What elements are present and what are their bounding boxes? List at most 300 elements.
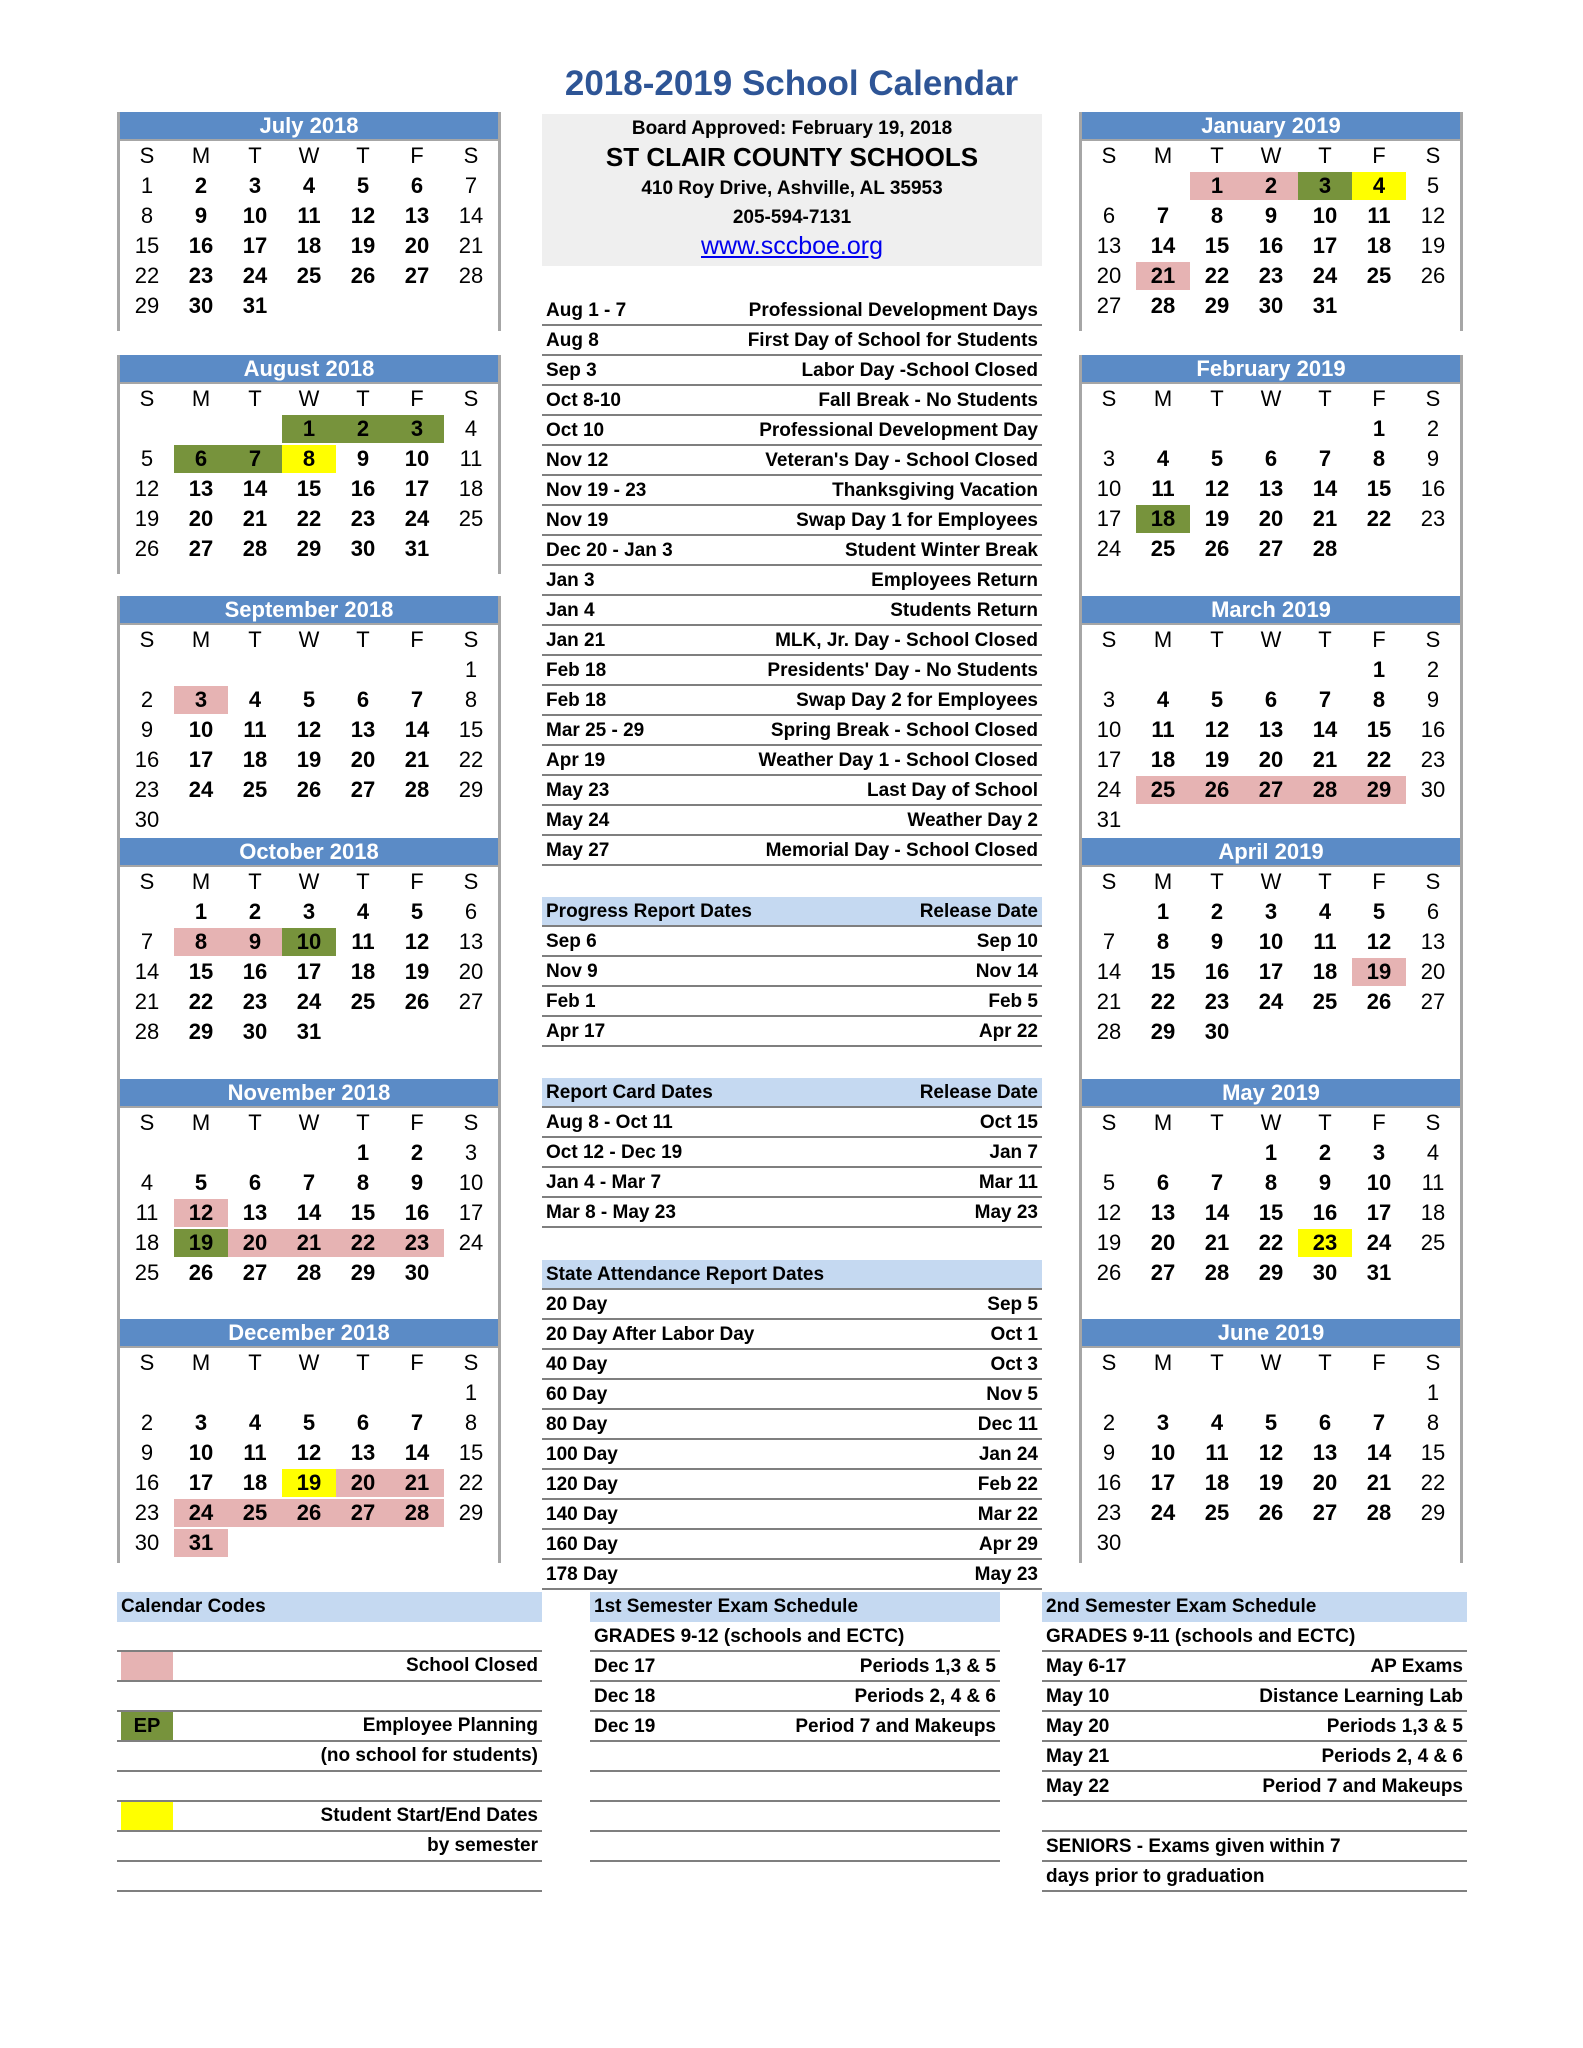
row-label: 60 Day — [546, 1384, 608, 1405]
week-row — [1082, 474, 1460, 504]
calendar-day: 23 — [134, 1500, 160, 1525]
empty-cell — [174, 1379, 228, 1407]
calendar-day: 20 — [1096, 263, 1122, 288]
calendar-day: 17 — [296, 959, 322, 984]
calendar-day: 12 — [1366, 929, 1392, 954]
week-row — [1082, 1378, 1460, 1408]
day-of-week-label: S — [1425, 627, 1441, 652]
day-of-week-row — [120, 625, 498, 655]
calendar-day: 1 — [194, 899, 208, 924]
report-card-row — [542, 1108, 1042, 1138]
empty-cell — [1190, 1529, 1244, 1557]
day-of-week-row — [120, 1108, 498, 1138]
month-title: January 2019 — [1082, 112, 1460, 141]
row-value: AP Exams — [1370, 1656, 1463, 1677]
week-row — [120, 1228, 498, 1258]
calendar-day: 9 — [1426, 446, 1440, 471]
calendar-day: 30 — [1204, 1019, 1230, 1044]
event-row — [542, 596, 1042, 626]
calendar-day: 11 — [459, 446, 483, 471]
attendance-table — [542, 1260, 1042, 1590]
row-label: Jan 4 — [546, 600, 595, 621]
empty-cell — [1190, 656, 1244, 684]
event-row — [542, 356, 1042, 386]
row-label: Oct 12 - Dec 19 — [546, 1142, 683, 1163]
code-start-end: Student Start/End Dates — [117, 1802, 542, 1832]
calendar-day: 28 — [1150, 293, 1176, 318]
week-row — [120, 775, 498, 805]
calendar-day: 8 — [174, 928, 228, 956]
calendar-day: 21 — [404, 747, 430, 772]
calendar-day: 28 — [1096, 1019, 1122, 1044]
month-may-2019 — [1079, 1079, 1463, 1321]
calendar-day: 26 — [134, 536, 160, 561]
calendar-day: 25 — [1204, 1500, 1230, 1525]
day-of-week-label: T — [248, 1110, 262, 1135]
page-title: 2018-2019 School Calendar — [564, 64, 1019, 103]
event-row — [542, 386, 1042, 416]
attendance-row — [542, 1500, 1042, 1530]
month-title: February 2019 — [1082, 355, 1460, 384]
month-july-2018 — [117, 112, 501, 331]
day-of-week-label: W — [1260, 386, 1282, 411]
row-label: 178 Day — [546, 1564, 618, 1585]
calendar-day: 2 — [1426, 657, 1440, 682]
calendar-day: 24 — [1258, 989, 1284, 1014]
day-of-week-label: M — [191, 143, 211, 168]
calendar-day: 24 — [188, 777, 214, 802]
day-of-week-label: W — [1260, 627, 1282, 652]
empty-cell — [444, 1529, 498, 1557]
calendar-day: 12 — [1096, 1200, 1122, 1225]
empty-cell — [336, 1529, 390, 1557]
week-row — [120, 444, 498, 474]
day-of-week-label: M — [1153, 143, 1173, 168]
sem1-row — [590, 1712, 1000, 1742]
calendar-day: 15 — [1150, 959, 1176, 984]
calendar-day: 24 — [242, 263, 268, 288]
event-row — [542, 686, 1042, 716]
attendance-header: State Attendance Report Dates — [542, 1260, 1042, 1290]
empty-cell — [336, 1018, 390, 1046]
empty-cell — [1298, 656, 1352, 684]
calendar-day: 14 — [404, 1440, 430, 1465]
calendar-day: 27 — [336, 1499, 390, 1527]
calendar-day: 12 — [296, 717, 322, 742]
row-label: Dec 17 — [594, 1656, 656, 1677]
week-row — [1082, 1138, 1460, 1168]
calendar-day: 31 — [1312, 293, 1338, 318]
month-april-2019 — [1079, 838, 1463, 1080]
event-row — [542, 326, 1042, 356]
row-label: Nov 19 - 23 — [546, 480, 647, 501]
week-row — [120, 1498, 498, 1528]
calendar-day: 22 — [1420, 1470, 1446, 1495]
calendar-day: 15 — [188, 959, 214, 984]
day-of-week-row — [120, 384, 498, 414]
calendar-day: 10 — [188, 1440, 214, 1465]
day-of-week-label: S — [1425, 1350, 1441, 1375]
row-value: Oct 15 — [979, 1112, 1038, 1133]
calendar-day: 18 — [458, 476, 484, 501]
calendar-day: 11 — [351, 929, 375, 954]
calendar-day: 16 — [1096, 1470, 1122, 1495]
event-row — [542, 446, 1042, 476]
week-row — [120, 805, 498, 835]
calendar-day: 9 — [1318, 1170, 1332, 1195]
calendar-day: 18 — [1204, 1470, 1230, 1495]
row-value: Weather Day 1 - School Closed — [758, 750, 1038, 771]
calendar-day: 29 — [1258, 1260, 1284, 1285]
day-of-week-row — [1082, 625, 1460, 655]
progress-header: Progress Report Dates Release Date — [542, 897, 1042, 927]
day-of-week-label: S — [463, 1350, 479, 1375]
day-of-week-label: M — [1153, 627, 1173, 652]
day-of-week-label: M — [191, 869, 211, 894]
sem2-row — [1042, 1712, 1467, 1742]
calendar-day: 27 — [188, 536, 214, 561]
calendar-day: 2 — [248, 899, 262, 924]
day-of-week-label: F — [1372, 386, 1386, 411]
day-of-week-label: T — [248, 1350, 262, 1375]
row-value: May 23 — [974, 1564, 1038, 1585]
day-of-week-label: S — [463, 627, 479, 652]
row-value: Fall Break - No Students — [818, 390, 1038, 411]
day-of-week-label: S — [1101, 869, 1117, 894]
calendar-day: 21 — [1312, 747, 1338, 772]
week-row — [1082, 1258, 1460, 1288]
empty-cell — [1352, 535, 1406, 563]
calendar-day: 26 — [296, 777, 322, 802]
event-row — [542, 476, 1042, 506]
calendar-day: 16 — [404, 1200, 430, 1225]
empty-cell — [282, 292, 336, 320]
row-value: Dec 11 — [977, 1414, 1038, 1435]
calendar-day: 24 — [174, 1499, 228, 1527]
calendar-day: 17 — [242, 233, 268, 258]
calendar-day: 13 — [404, 203, 430, 228]
calendar-day: 27 — [242, 1260, 268, 1285]
calendar-day: 13 — [1258, 476, 1284, 501]
week-row — [120, 261, 498, 291]
month-october-2018 — [117, 838, 501, 1080]
empty-cell — [444, 1018, 498, 1046]
calendar-day: 4 — [302, 173, 316, 198]
empty-cell — [1352, 1018, 1406, 1046]
day-of-week-row — [120, 1348, 498, 1378]
day-of-week-label: S — [139, 1110, 155, 1135]
day-of-week-label: S — [1101, 143, 1117, 168]
progress-row — [542, 927, 1042, 957]
calendar-day: 4 — [1156, 687, 1170, 712]
row-label: Oct 8-10 — [546, 390, 621, 411]
seniors-note-1: SENIORS - Exams given within 7 — [1042, 1832, 1467, 1862]
week-row — [1082, 201, 1460, 231]
row-value: First Day of School for Students — [747, 330, 1038, 351]
calendar-day: 19 — [1352, 958, 1406, 986]
row-value: Swap Day 2 for Employees — [796, 690, 1038, 711]
row-label: May 27 — [546, 840, 610, 861]
row-value: Oct 3 — [990, 1354, 1038, 1375]
calendar-day: 2 — [1426, 416, 1440, 441]
calendar-day: 25 — [1136, 776, 1190, 804]
calendar-day: 12 — [134, 476, 160, 501]
sem2-subheader: GRADES 9-11 (schools and ECTC) — [1042, 1622, 1467, 1652]
day-of-week-row — [1082, 867, 1460, 897]
week-row — [1082, 1468, 1460, 1498]
attendance-row — [542, 1530, 1042, 1560]
calendar-day: 15 — [1420, 1440, 1446, 1465]
row-label: Aug 8 — [546, 330, 599, 351]
calendar-day: 26 — [404, 989, 430, 1014]
sem1-header: 1st Semester Exam Schedule — [590, 1592, 1000, 1622]
month-november-2018 — [117, 1079, 501, 1321]
calendar-day: 28 — [458, 263, 484, 288]
code-employee-planning: EP Employee Planning — [117, 1712, 542, 1742]
row-label: Apr 17 — [546, 1021, 606, 1042]
day-of-week-label: T — [1318, 1350, 1332, 1375]
calendar-day: 28 — [404, 777, 430, 802]
calendar-day: 22 — [1204, 263, 1230, 288]
day-of-week-label: S — [1101, 1110, 1117, 1135]
calendar-day: 27 — [1312, 1500, 1338, 1525]
empty-cell — [1298, 1529, 1352, 1557]
calendar-day: 16 — [1420, 476, 1446, 501]
event-row — [542, 656, 1042, 686]
calendar-day: 27 — [1420, 989, 1446, 1014]
school-phone: 205-594-7131 — [732, 207, 852, 228]
calendar-day: 24 — [1312, 263, 1338, 288]
day-of-week-label: S — [1101, 386, 1117, 411]
calendar-day: 9 — [1264, 203, 1278, 228]
day-of-week-label: M — [191, 627, 211, 652]
row-label: Nov 19 — [546, 510, 609, 531]
calendar-day: 8 — [464, 1410, 478, 1435]
calendar-day: 29 — [1352, 776, 1406, 804]
calendar-day: 3 — [464, 1140, 478, 1165]
calendar-day: 12 — [174, 1199, 228, 1227]
day-of-week-label: T — [356, 143, 370, 168]
empty-cell — [1082, 898, 1136, 926]
row-value: Sep 10 — [976, 931, 1038, 952]
week-row — [1082, 444, 1460, 474]
day-of-week-label: F — [1372, 869, 1386, 894]
empty-cell — [228, 1379, 282, 1407]
row-label: Feb 18 — [546, 690, 607, 711]
calendar-day: 24 — [1366, 1230, 1392, 1255]
calendar-day: 1 — [282, 415, 336, 443]
row-label: Aug 1 - 7 — [546, 300, 627, 321]
calendar-day: 5 — [1264, 1410, 1278, 1435]
empty-cell — [444, 1259, 498, 1287]
row-value: Periods 1,3 & 5 — [859, 1656, 996, 1677]
row-label: May 23 — [546, 780, 610, 801]
month-march-2019 — [1079, 596, 1463, 838]
calendar-day: 14 — [1150, 233, 1176, 258]
calendar-day: 16 — [134, 1470, 160, 1495]
day-of-week-label: S — [463, 1110, 479, 1135]
day-of-week-label: T — [248, 869, 262, 894]
ep-swatch: EP — [121, 1712, 173, 1740]
report-card-row — [542, 1198, 1042, 1228]
row-value: Memorial Day - School Closed — [765, 840, 1038, 861]
row-label: 40 Day — [546, 1354, 608, 1375]
calendar-day: 26 — [1366, 989, 1392, 1014]
row-label: 160 Day — [546, 1534, 618, 1555]
row-label: Jan 4 - Mar 7 — [546, 1172, 662, 1193]
calendar-day: 10 — [188, 717, 214, 742]
day-of-week-label: T — [356, 627, 370, 652]
month-title: March 2019 — [1082, 596, 1460, 625]
calendar-day: 24 — [1150, 1500, 1176, 1525]
empty-cell — [1136, 1529, 1190, 1557]
empty-cell — [1406, 806, 1460, 834]
empty-cell — [228, 656, 282, 684]
day-of-week-label: W — [1260, 869, 1282, 894]
calendar-day: 5 — [356, 173, 370, 198]
row-label: Sep 6 — [546, 931, 597, 952]
calendar-day: 22 — [458, 1470, 484, 1495]
calendar-day: 19 — [174, 1229, 228, 1257]
empty-cell — [1244, 656, 1298, 684]
row-value: Jan 24 — [978, 1444, 1038, 1465]
empty-cell — [282, 806, 336, 834]
calendar-day: 5 — [1426, 173, 1440, 198]
calendar-day: 28 — [242, 536, 268, 561]
empty-cell — [1406, 535, 1460, 563]
week-row — [120, 1017, 498, 1047]
calendar-day: 9 — [410, 1170, 424, 1195]
day-of-week-label: S — [139, 386, 155, 411]
row-value: Periods 1,3 & 5 — [1326, 1716, 1463, 1737]
calendar-day: 13 — [1312, 1440, 1338, 1465]
day-of-week-label: F — [1372, 1350, 1386, 1375]
calendar-day: 5 — [194, 1170, 208, 1195]
event-row — [542, 536, 1042, 566]
day-of-week-label: S — [463, 869, 479, 894]
calendar-day: 14 — [134, 959, 160, 984]
week-row — [1082, 897, 1460, 927]
calendar-codes: Calendar Codes School Closed EP Employee Planning (no school for students) Student Start/End Dates by semester — [117, 1592, 542, 1892]
empty-cell — [1136, 656, 1190, 684]
empty-cell — [444, 535, 498, 563]
calendar-day: 2 — [1102, 1410, 1116, 1435]
calendar-day: 4 — [1210, 1410, 1224, 1435]
calendar-day: 9 — [140, 717, 154, 742]
calendar-day: 25 — [296, 263, 322, 288]
calendar-day: 15 — [458, 1440, 484, 1465]
calendar-day: 29 — [458, 777, 484, 802]
row-value: Periods 2, 4 & 6 — [854, 1686, 996, 1707]
event-row — [542, 626, 1042, 656]
empty-cell — [1136, 1379, 1190, 1407]
day-of-week-label: W — [298, 869, 320, 894]
calendar-day: 2 — [194, 173, 208, 198]
calendar-day: 4 — [248, 687, 262, 712]
calendar-day: 6 — [174, 445, 228, 473]
empty-cell — [336, 1379, 390, 1407]
calendar-day: 1 — [1426, 1380, 1440, 1405]
calendar-day: 21 — [242, 506, 268, 531]
calendar-day: 18 — [242, 1470, 268, 1495]
calendar-day: 15 — [134, 233, 160, 258]
day-of-week-label: F — [1372, 627, 1386, 652]
day-of-week-label: S — [1425, 869, 1441, 894]
calendar-day: 20 — [188, 506, 214, 531]
calendar-day: 14 — [1204, 1200, 1230, 1225]
calendar-day: 1 — [140, 173, 154, 198]
calendar-day: 16 — [134, 747, 160, 772]
calendar-day: 26 — [1420, 263, 1446, 288]
calendar-day: 13 — [350, 1440, 376, 1465]
calendar-day: 11 — [1151, 476, 1175, 501]
empty-cell — [174, 806, 228, 834]
calendar-day: 17 — [458, 1200, 484, 1225]
calendar-day: 23 — [390, 1229, 444, 1257]
empty-cell — [1136, 1139, 1190, 1167]
calendar-day: 14 — [458, 203, 484, 228]
calendar-day: 18 — [134, 1230, 160, 1255]
calendar-day: 15 — [1366, 717, 1392, 742]
week-row — [120, 1168, 498, 1198]
calendar-day: 3 — [1264, 899, 1278, 924]
calendar-day: 2 — [1244, 172, 1298, 200]
day-of-week-label: M — [191, 1350, 211, 1375]
empty-cell — [1082, 415, 1136, 443]
calendar-day: 15 — [1258, 1200, 1284, 1225]
calendar-day: 29 — [1150, 1019, 1176, 1044]
calendar-day: 27 — [1244, 776, 1298, 804]
month-january-2019 — [1079, 112, 1463, 331]
empty-cell — [1352, 806, 1406, 834]
row-value: Labor Day -School Closed — [801, 360, 1038, 381]
empty-cell — [390, 806, 444, 834]
calendar-day: 7 — [302, 1170, 316, 1195]
calendar-day: 25 — [242, 777, 268, 802]
calendar-day: 16 — [1312, 1200, 1338, 1225]
empty-cell — [228, 415, 282, 443]
calendar-day: 26 — [1096, 1260, 1122, 1285]
attendance-row — [542, 1440, 1042, 1470]
website-link[interactable]: www.sccboe.org — [700, 232, 884, 260]
calendar-day: 17 — [404, 476, 430, 501]
calendar-day: 1 — [464, 1380, 478, 1405]
day-of-week-label: F — [1372, 1110, 1386, 1135]
calendar-day: 6 — [248, 1170, 262, 1195]
day-of-week-label: T — [1318, 627, 1332, 652]
row-label: Dec 18 — [594, 1686, 656, 1707]
empty-cell — [120, 898, 174, 926]
sem2-row — [1042, 1652, 1467, 1682]
calendar-day: 31 — [404, 536, 430, 561]
empty-cell — [282, 1139, 336, 1167]
day-of-week-label: F — [410, 143, 424, 168]
calendar-day: 23 — [242, 989, 268, 1014]
week-row — [120, 987, 498, 1017]
calendar-day: 19 — [282, 1469, 336, 1497]
calendar-day: 10 — [282, 928, 336, 956]
event-row — [542, 416, 1042, 446]
day-of-week-label: T — [1318, 386, 1332, 411]
calendar-day: 28 — [390, 1499, 444, 1527]
calendar-day: 24 — [404, 506, 430, 531]
calendar-day: 13 — [1258, 717, 1284, 742]
sem2-row — [1042, 1772, 1467, 1802]
week-row — [120, 171, 498, 201]
calendar-day: 20 — [228, 1229, 282, 1257]
calendar-day: 18 — [1312, 959, 1338, 984]
calendar-day: 9 — [1102, 1440, 1116, 1465]
